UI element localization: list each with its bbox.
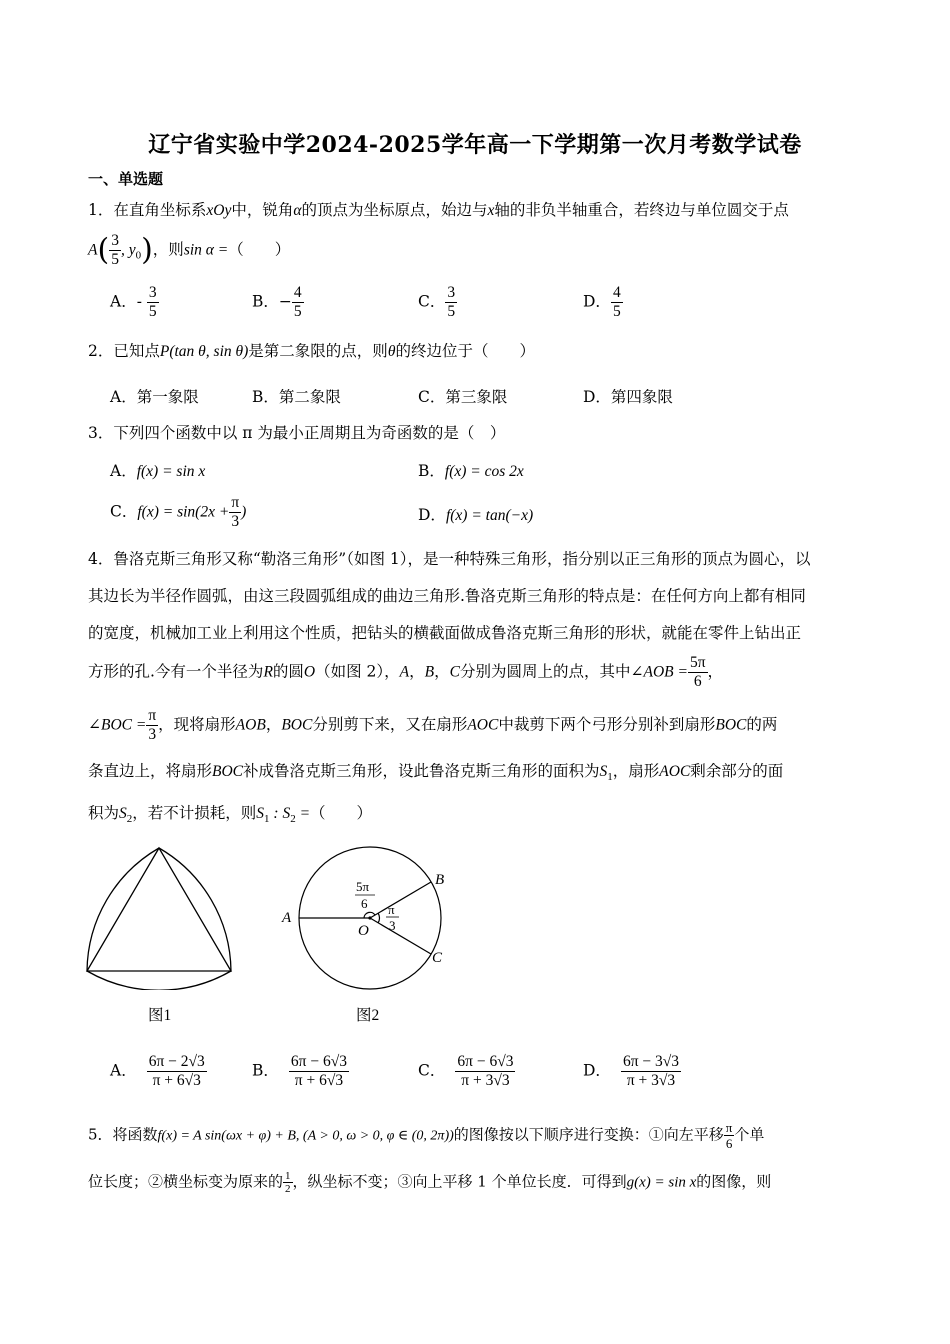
angle-aob-num: 5π xyxy=(356,879,370,894)
q1-option-b[interactable]: B．− $\frac{4}{5}$ xyxy=(252,284,302,320)
equilateral-triangle xyxy=(87,848,231,971)
question-4-line-7: 积为$S_2$，若不计损耗，则$S_1$ : $S_2$ =（ ） xyxy=(88,804,373,826)
q4-option-c[interactable]: C． $\frac{6\pi - 6√3}{\pi + 3√3}$ xyxy=(418,1053,514,1089)
figure-1-caption: 图1 xyxy=(148,1007,172,1024)
radius-ob xyxy=(370,882,431,918)
q4-option-a[interactable]: A． $\frac{6\pi - 2√3}{\pi + 6√3}$ xyxy=(110,1053,205,1089)
question-4-line-5: ∠BOC = $\frac{\pi}{3}$ ，现将扇形AOB，BOC分别剪下来，又在扇形AOC中裁剪下两个弓形分别补到扇形BOC的两 xyxy=(88,707,778,743)
q3-option-d[interactable]: D．f(x) = tan(−x) xyxy=(418,506,534,524)
question-5-line-2: 位长度；②横坐标变为原来的 $\frac{1}{2}$ ，纵坐标不变；③向上平移 1 个单位长度．可得到g(x) = sin x的图像，则 xyxy=(88,1170,772,1195)
question-4-line-2: 其边长为半径作圆弧，由这三段圆弧组成的曲边三角形.鲁洛克斯三角形的特点是：在任何方向上都有相同 xyxy=(88,587,806,605)
angle-boc-num: π xyxy=(388,902,395,917)
question-4-line-6: 条直边上，将扇形BOC补成鲁洛克斯三角形，设此鲁洛克斯三角形的面积为$S_1$，扇形AOC剩余部分的面 xyxy=(88,762,784,784)
q4-option-b[interactable]: B． $\frac{6\pi - 6√3}{\pi + 6√3}$ xyxy=(252,1053,347,1089)
question-1-line-1: 1．在直角坐标系xOy中，锐角α的顶点为坐标原点，始边与x轴的非负半轴重合，若终边与单位圆交于点 xyxy=(88,201,789,219)
q1-option-c[interactable]: C． $\frac{3}{5}$ xyxy=(418,284,456,320)
radius-oc xyxy=(370,918,431,954)
question-2: 2．已知点P(tan θ, sin θ)是第二象限的点，则θ的终边位于（ ） xyxy=(88,342,535,360)
q3-option-b[interactable]: B．f(x) = cos 2x xyxy=(418,462,524,480)
question-3: 3．下列四个函数中以 π 为最小正周期且为奇函数的是（ ） xyxy=(88,424,506,442)
label-b: B xyxy=(435,872,445,888)
q3-option-a[interactable]: A．f(x) = sin x xyxy=(110,462,206,480)
arc-bottom xyxy=(87,971,231,990)
angle-arc-boc xyxy=(378,913,380,923)
label-c: C xyxy=(432,950,443,966)
question-1-line-2: A( $\frac{3}{5}$ , $y_0$)，则sin α =（ ） xyxy=(88,232,291,268)
q2-option-b[interactable]: B．第二象限 xyxy=(252,388,341,406)
figure-2-circle xyxy=(280,838,455,998)
q2-option-c[interactable]: C．第三象限 xyxy=(418,388,508,406)
q2-option-a[interactable]: A．第一象限 xyxy=(110,388,199,406)
page-title: 辽宁省实验中学2024-2025学年高一下学期第一次月考数学试卷 xyxy=(148,132,802,158)
question-4-line-4: 方形的孔.今有一个半径为R的圆O（如图 2），A，B，C分别为圆周上的点，其中∠AOB = $\frac{5\pi}{6}$ ， xyxy=(88,654,724,690)
question-5-line-1: 5．将函数f(x) = A sin(ωx + φ) + B, (A > 0, ω > 0, φ ∈ (0, 2π))的图像按以下顺序进行变换：①向左平移 $\frac{\pi}{6}$ 个单 xyxy=(88,1120,765,1151)
q2-option-d[interactable]: D．第四象限 xyxy=(583,388,673,406)
center-point xyxy=(368,916,371,919)
question-4-line-1: 4．鲁洛克斯三角形又称“勒洛三角形”（如图 1），是一种特殊三角形，指分别以正三角形的顶点为圆心，以 xyxy=(88,550,811,568)
section-heading: 一、单选题 xyxy=(88,170,164,188)
figure-1-reuleaux-triangle xyxy=(80,840,250,990)
figure-2-caption: 图2 xyxy=(356,1007,380,1024)
angle-boc-den: 3 xyxy=(389,918,396,933)
label-o: O xyxy=(358,923,369,939)
q3-option-c[interactable]: C．f(x) = sin(2x + $\frac{\pi}{3}$ ) xyxy=(110,494,247,530)
label-a: A xyxy=(282,910,292,926)
q1-option-d[interactable]: D． $\frac{4}{5}$ xyxy=(583,284,621,320)
q1-option-a[interactable]: A．- $\frac{3}{5}$ xyxy=(110,284,157,320)
angle-aob-den: 6 xyxy=(361,896,368,911)
q4-option-d[interactable]: D． $\frac{6\pi - 3√3}{\pi + 3√3}$ xyxy=(583,1053,680,1089)
question-4-line-3: 的宽度，机械加工业上利用这个性质，把钻头的横截面做成鲁洛克斯三角形的形状，就能在零件上钻出正 xyxy=(88,624,802,642)
